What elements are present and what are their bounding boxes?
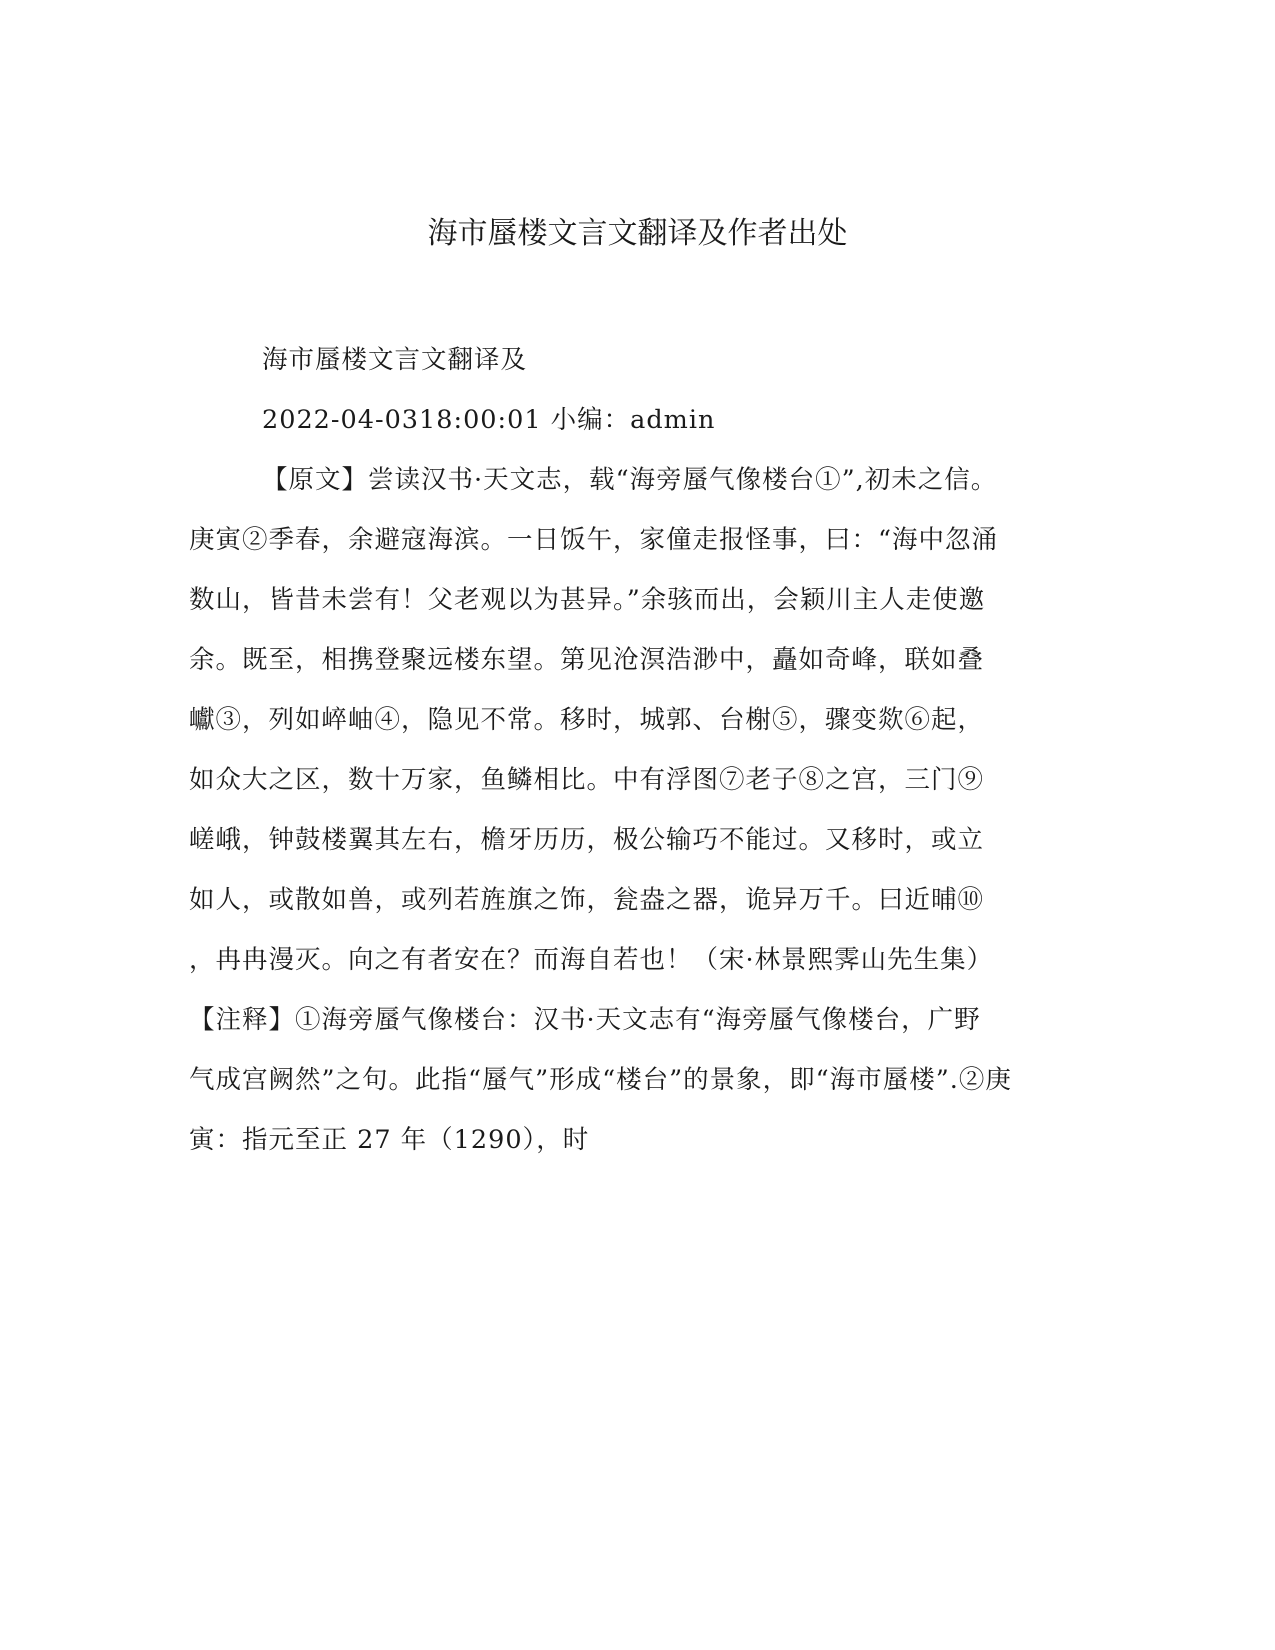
body-line: 如人，或散如兽，或列若旌旗之饰，瓮盎之器，诡异万千。曰近晡⑩ — [189, 885, 985, 915]
body-line: 庚寅②季春，余避寇海滨。一日饭午，家僮走报怪事，曰：“海中忽涌 — [189, 525, 999, 555]
body-line: 数山，皆昔未尝有！父老观以为甚异。”余骇而出，会颖川主人走使邀 — [189, 585, 986, 615]
body-line: 巘③，列如崪岫④，隐见不常。移时，城郭、台榭⑤，骤变欻⑥起， — [189, 705, 985, 735]
body-line: 如众大之区，数十万家，鱼鳞相比。中有浮图⑦老子⑧之宫，三门⑨ — [189, 765, 985, 795]
body-line: 余。既至，相携登聚远楼东望。第见沧溟浩渺中，矗如奇峰，联如叠 — [189, 645, 985, 675]
body-line: ，冉冉漫灭。向之有者安在？而海自若也！（宋·林景熙霁山先生集） — [189, 945, 994, 975]
document-title: 海市蜃楼文言文翻译及作者出处 — [427, 216, 848, 251]
annotation-line: 寅：指元至正 27 年（1290），时 — [189, 1125, 590, 1155]
subtitle-line: 海市蜃楼文言文翻译及 — [262, 345, 528, 375]
annotation-line: 气成宫阙然”之句。此指“蜃气”形成“楼台”的景象，即“海市蜃楼”.②庚 — [189, 1065, 1012, 1095]
meta-line: 2022-04-0318:00:01 小编：admin — [262, 405, 716, 435]
body-line: 嵯峨，钟鼓楼翼其左右，檐牙历历，极公输巧不能过。又移时，或立 — [189, 825, 985, 855]
annotation-line: 【注释】①海旁蜃气像楼台：汉书·天文志有“海旁蜃气像楼台，广野 — [189, 1005, 981, 1035]
body-line: 【原文】尝读汉书·天文志，载“海旁蜃气像楼台①”,初未之信。 — [262, 465, 998, 495]
document-body — [189, 330, 1082, 1170]
